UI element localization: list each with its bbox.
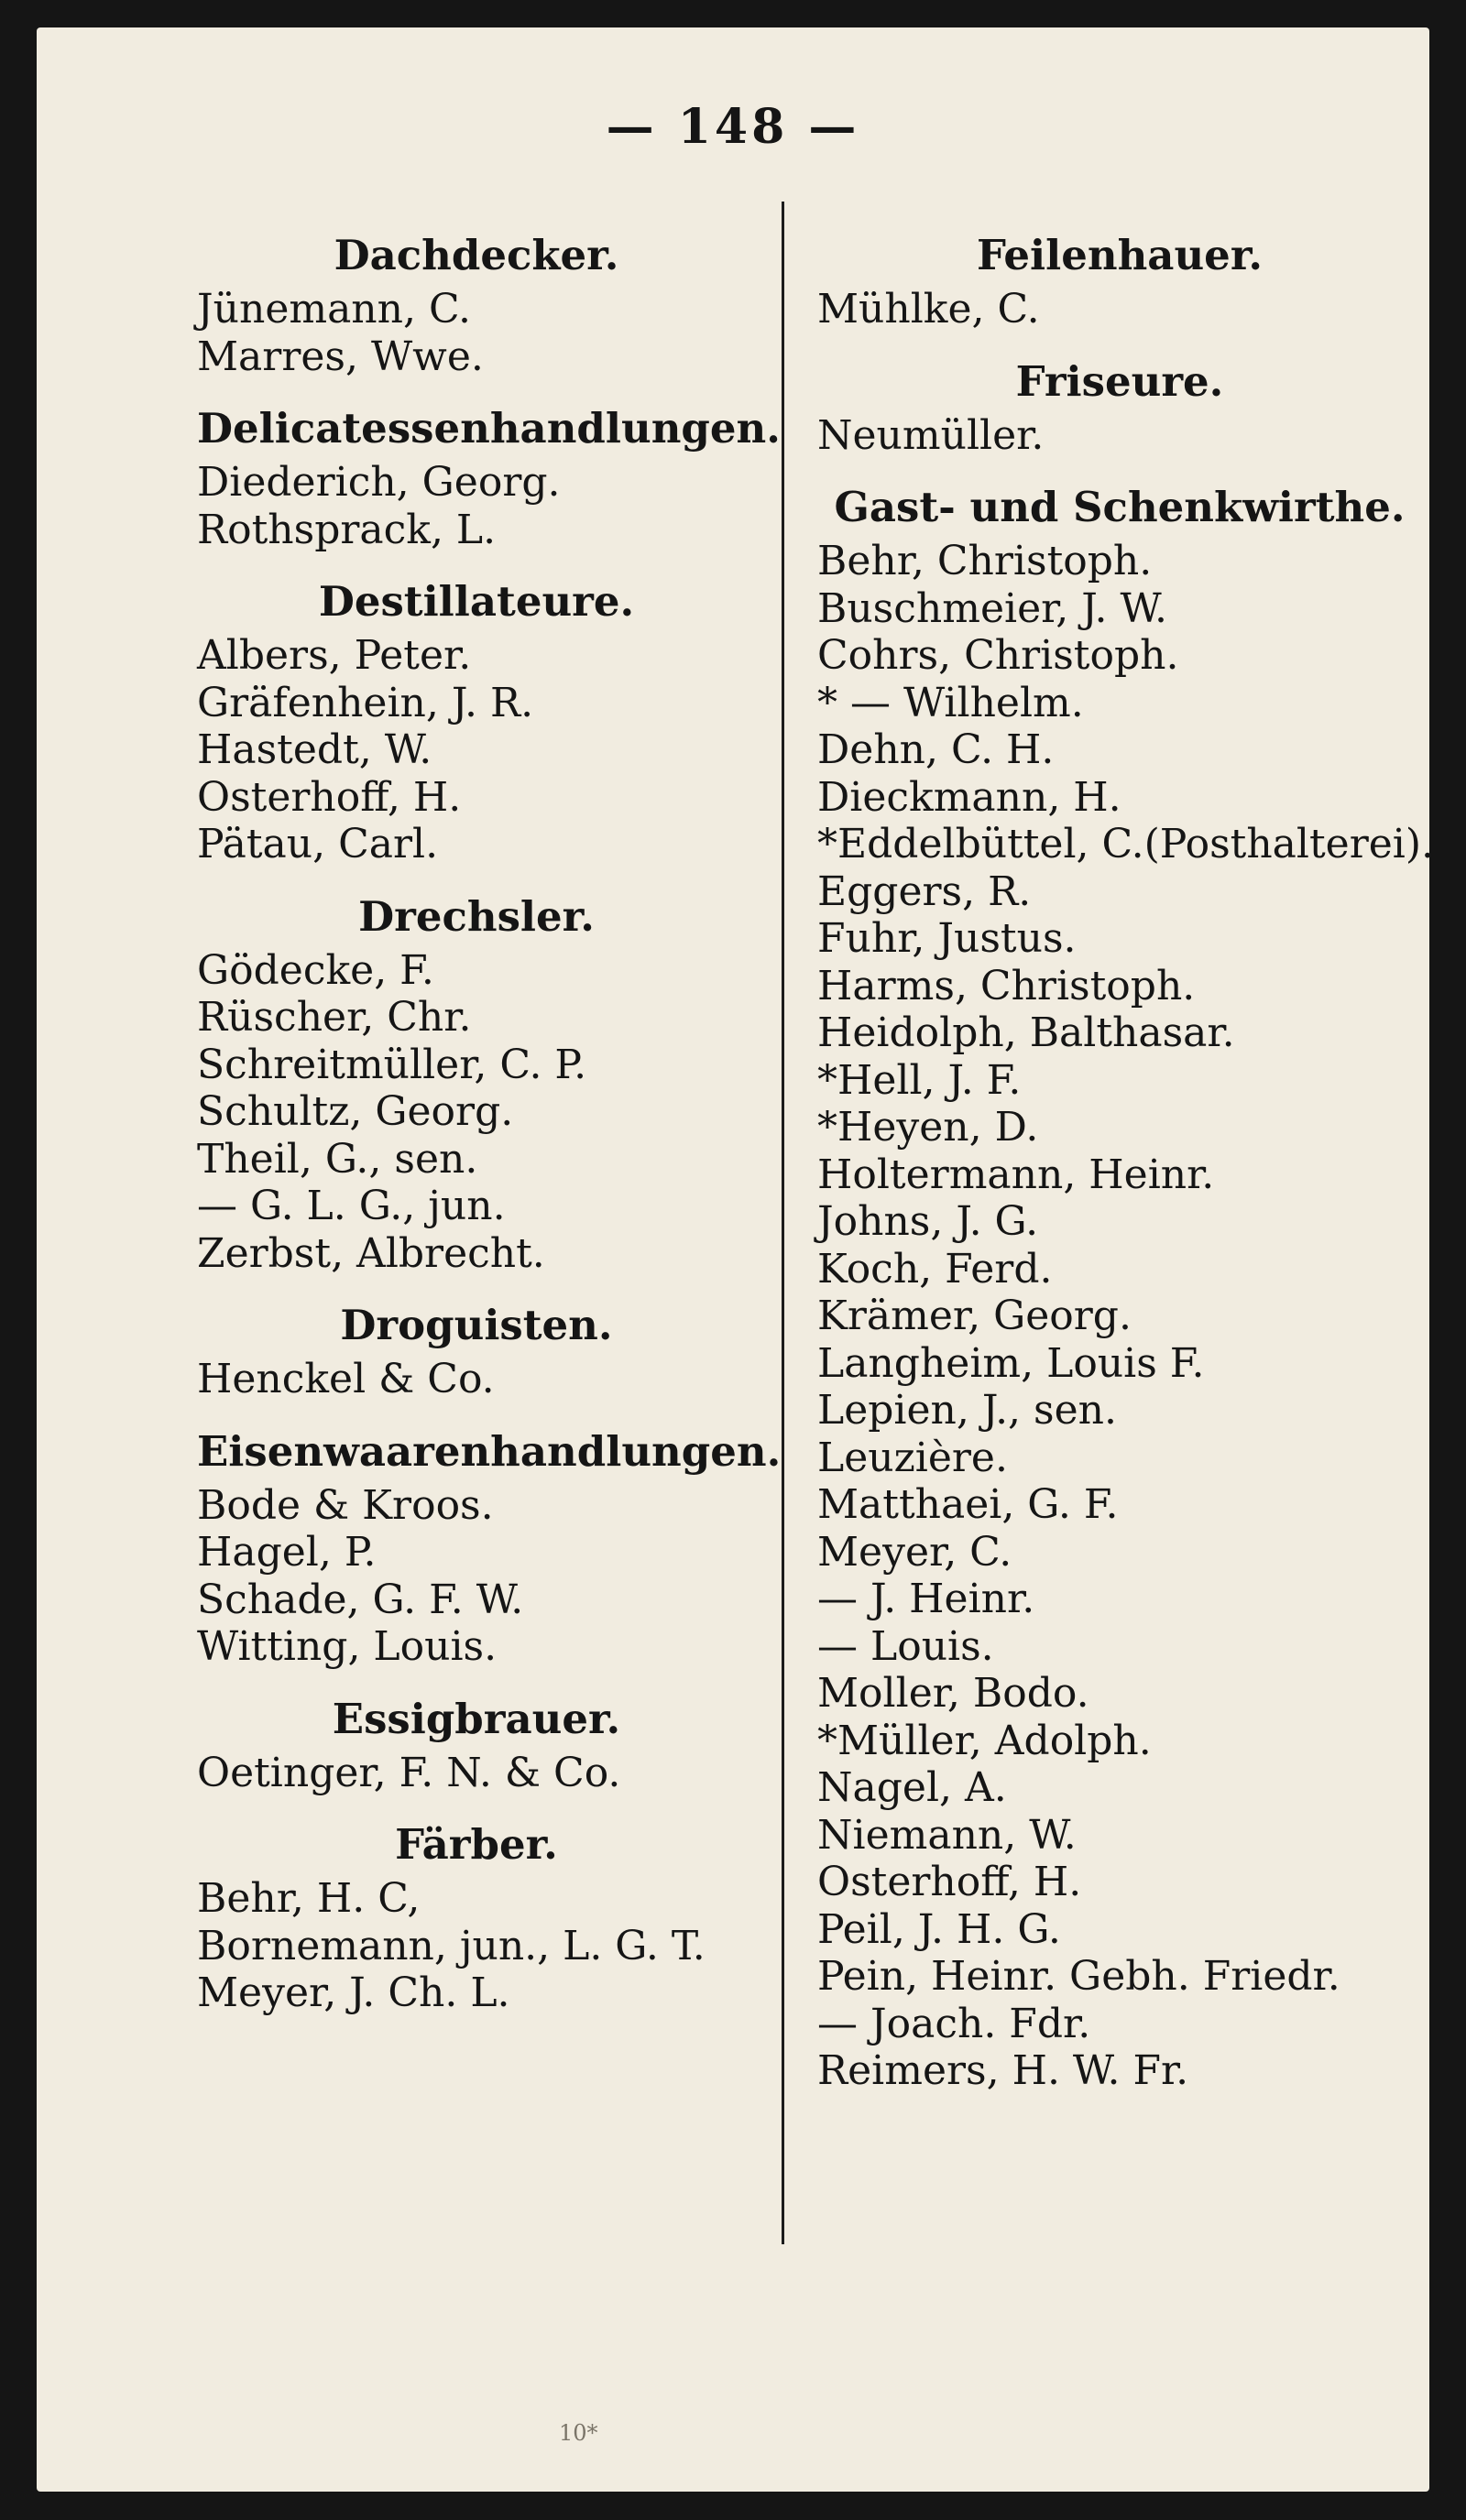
directory-entry: Osterhoff, H. bbox=[197, 773, 462, 821]
section-heading: Destillateure. bbox=[318, 577, 635, 626]
right-column bbox=[817, 229, 1434, 2117]
directory-entry: Behr, Christoph. bbox=[817, 538, 1153, 584]
directory-entry: Rüscher, Chr. bbox=[197, 994, 472, 1041]
directory-entry: Oetinger, F. N. & Co. bbox=[197, 1749, 621, 1796]
left-column bbox=[197, 229, 782, 2039]
section-heading: Essigbrauer. bbox=[332, 1694, 621, 1743]
directory-entry: — Louis. bbox=[817, 1622, 994, 1670]
directory-entry: Buschmeier, J. W. bbox=[817, 584, 1167, 632]
page-number: — 148 — bbox=[606, 99, 860, 155]
directory-entry: *Müller, Adolph. bbox=[817, 1717, 1152, 1764]
section-heading: Delicatessenhandlungen. bbox=[197, 404, 781, 453]
directory-entry: Rothsprack, L. bbox=[197, 506, 497, 553]
directory-entry: Nagel, A. bbox=[817, 1764, 1007, 1811]
directory-entry: Schultz, Georg. bbox=[197, 1088, 514, 1135]
directory-entry: — G. L. G., jun. bbox=[197, 1183, 506, 1229]
directory-entry: Gödecke, F. bbox=[197, 946, 434, 994]
directory-entry: Bode & Kroos. bbox=[197, 1481, 494, 1529]
directory-entry: Neumüller. bbox=[817, 411, 1045, 459]
directory-entry: Eggers, R. bbox=[817, 867, 1032, 915]
directory-entry: Reimers, H. W. Fr. bbox=[817, 2047, 1189, 2094]
trade-section bbox=[197, 1425, 782, 1671]
directory-entry: Behr, H. C, bbox=[197, 1875, 421, 1922]
trade-section bbox=[197, 1299, 756, 1403]
directory-entry: Mühlke, C. bbox=[817, 286, 1040, 333]
directory-entry: *Eddelbüttel, C.(Posthalterei). bbox=[817, 821, 1434, 867]
directory-entry: Peil, J. H. G. bbox=[817, 1905, 1061, 1953]
section-heading: Droguisten. bbox=[340, 1301, 613, 1349]
directory-entry: Meyer, J. Ch. L. bbox=[197, 1969, 510, 2016]
directory-entry: Osterhoff, H. bbox=[817, 1859, 1082, 1905]
trade-section bbox=[197, 1818, 756, 2017]
directory-entry: Hagel, P. bbox=[197, 1529, 377, 1576]
section-heading: Färber. bbox=[395, 1820, 558, 1869]
directory-entry: Dehn, C. H. bbox=[817, 726, 1055, 773]
signature-mark: 10* bbox=[559, 2420, 598, 2446]
directory-entry: Zerbst, Albrecht. bbox=[197, 1229, 545, 1277]
directory-entry: Niemann, W. bbox=[817, 1811, 1077, 1859]
directory-entry: Holtermann, Heinr. bbox=[817, 1151, 1215, 1198]
column-divider bbox=[782, 202, 784, 2244]
directory-entry: Schreitmüller, C. P. bbox=[197, 1041, 587, 1088]
directory-entry: Hastedt, W. bbox=[197, 726, 432, 773]
directory-entry: Marres, Wwe. bbox=[197, 333, 484, 380]
directory-entry: Pätau, Carl. bbox=[197, 821, 439, 867]
trade-section bbox=[197, 229, 756, 380]
directory-entry: Diederich, Georg. bbox=[197, 459, 561, 506]
directory-entry: Langheim, Louis F. bbox=[817, 1339, 1205, 1387]
trade-section bbox=[197, 402, 781, 553]
section-heading: Gast- und Schenkwirthe. bbox=[834, 483, 1406, 531]
directory-entry: — Joach. Fdr. bbox=[817, 2000, 1091, 2047]
trade-section bbox=[817, 229, 1422, 333]
directory-entry: Schade, G. F. W. bbox=[197, 1576, 524, 1623]
trade-section bbox=[197, 1693, 756, 1797]
section-heading: Feilenhauer. bbox=[976, 231, 1264, 279]
directory-entry: Lepien, J., sen. bbox=[817, 1387, 1117, 1434]
directory-entry: Meyer, C. bbox=[817, 1528, 1012, 1576]
directory-entry: Jünemann, C. bbox=[197, 286, 472, 333]
book-page bbox=[37, 27, 1434, 2492]
directory-entry: Matthaei, G. F. bbox=[817, 1481, 1119, 1528]
directory-entry: Johns, J. G. bbox=[817, 1198, 1039, 1245]
directory-entry: Gräfenhein, J. R. bbox=[197, 679, 534, 726]
directory-entry: *Hell, J. F. bbox=[817, 1056, 1022, 1104]
section-heading: Eisenwaarenhandlungen. bbox=[197, 1426, 782, 1476]
directory-entry: Fuhr, Justus. bbox=[817, 915, 1077, 962]
section-heading: Drechsler. bbox=[358, 891, 595, 941]
section-heading: Dachdecker. bbox=[334, 231, 619, 279]
directory-entry: Cohrs, Christoph. bbox=[817, 632, 1179, 679]
directory-entry: Theil, G., sen. bbox=[197, 1135, 478, 1183]
directory-entry: Pein, Heinr. Gebh. Friedr. bbox=[817, 1953, 1340, 2000]
directory-entry: Witting, Louis. bbox=[197, 1623, 498, 1670]
directory-entry: *Heyen, D. bbox=[817, 1104, 1039, 1151]
directory-entry: — J. Heinr. bbox=[817, 1576, 1035, 1622]
trade-section bbox=[197, 890, 756, 1278]
section-heading: Friseure. bbox=[1015, 356, 1224, 406]
directory-entry: Bornemann, jun., L. G. T. bbox=[197, 1922, 706, 1969]
directory-entry: Harms, Christoph. bbox=[817, 962, 1196, 1009]
directory-entry: Leuzière. bbox=[817, 1434, 1008, 1481]
directory-entry: Moller, Bodo. bbox=[817, 1670, 1089, 1717]
directory-entry: Dieckmann, H. bbox=[817, 773, 1121, 821]
directory-entry: Krämer, Georg. bbox=[817, 1293, 1132, 1339]
directory-entry: Heidolph, Balthasar. bbox=[817, 1009, 1235, 1056]
directory-entry: Albers, Peter. bbox=[197, 632, 472, 679]
trade-section bbox=[197, 575, 756, 868]
directory-entry: Koch, Ferd. bbox=[817, 1245, 1053, 1293]
directory-entry: Henckel & Co. bbox=[197, 1356, 495, 1402]
trade-section bbox=[817, 481, 1434, 2095]
directory-entry: * — Wilhelm. bbox=[817, 679, 1084, 726]
trade-section bbox=[817, 355, 1422, 460]
